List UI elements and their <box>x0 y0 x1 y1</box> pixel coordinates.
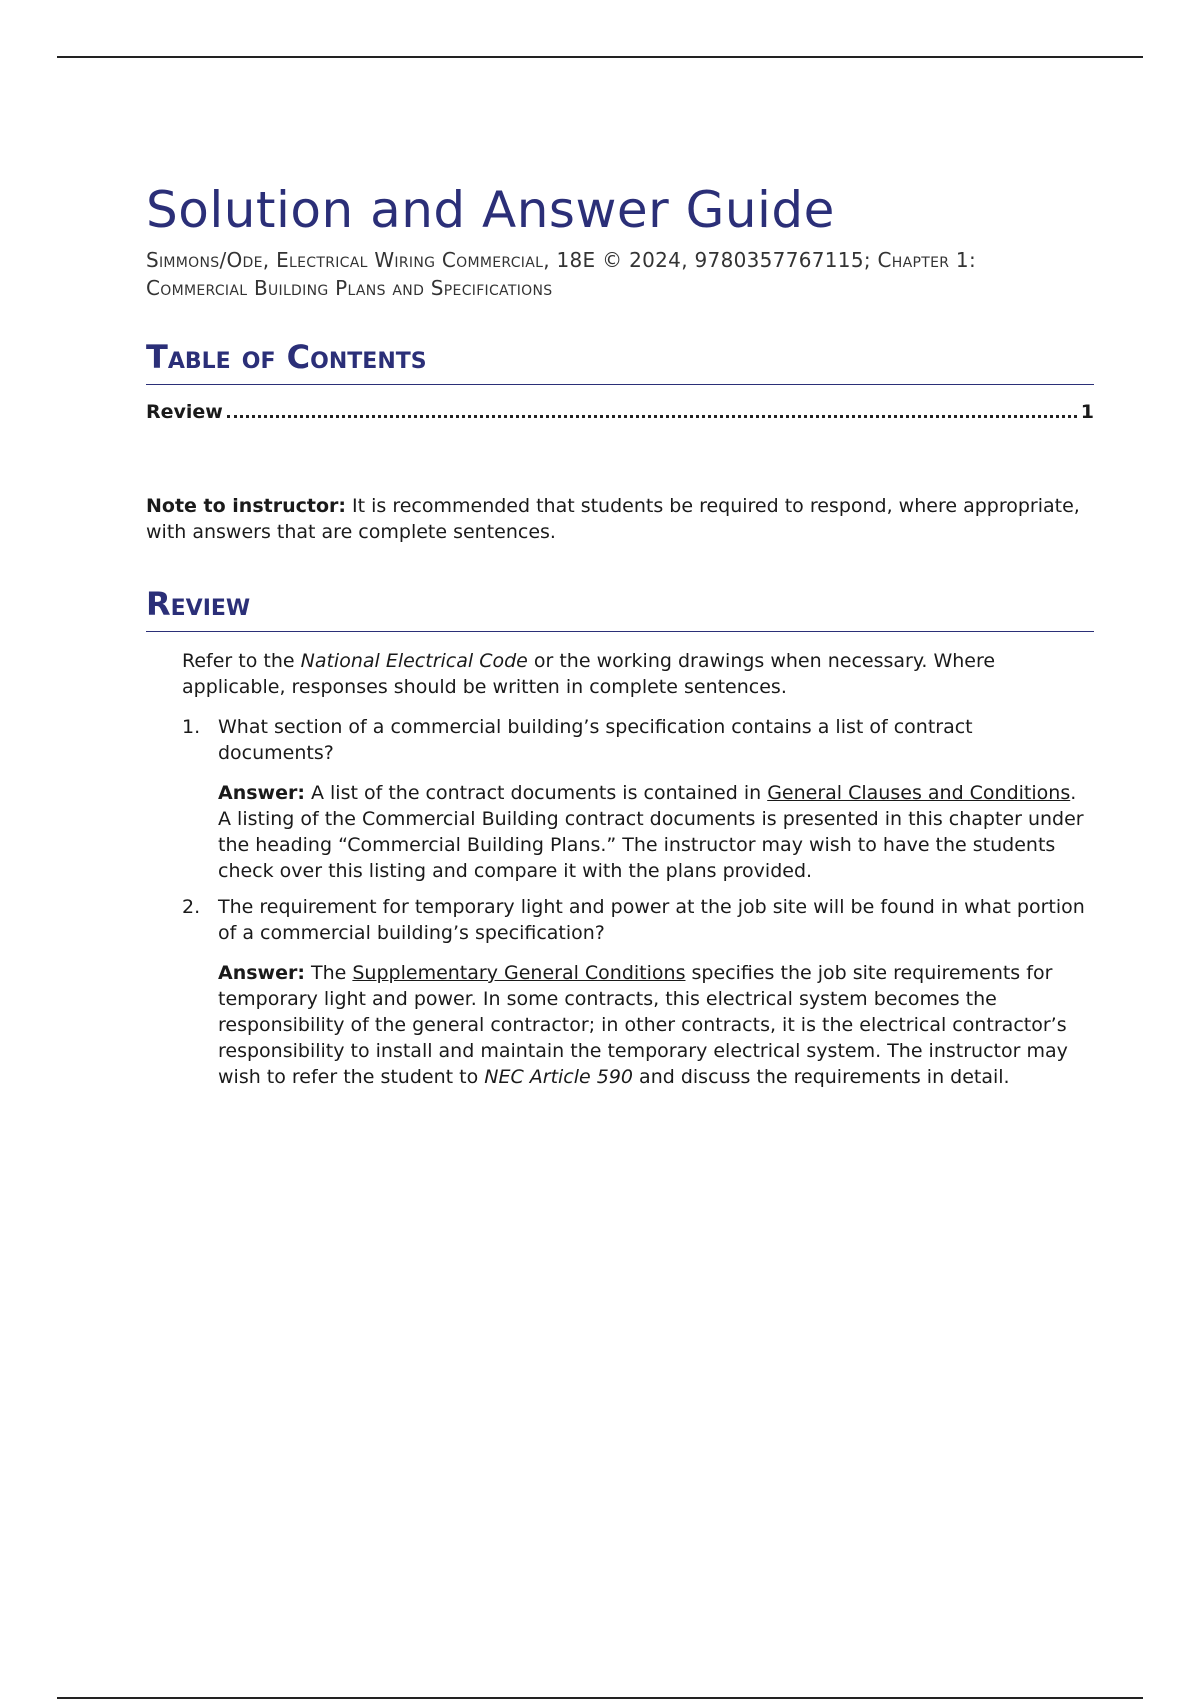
answer-label: Answer: <box>218 782 305 804</box>
question-number: 2. <box>182 896 201 918</box>
document-title: Solution and Answer Guide <box>146 181 835 239</box>
answer-underlined-term: General Clauses and Conditions <box>767 782 1071 804</box>
answer-part: and discuss the requirements in detail. <box>633 1066 1010 1088</box>
question-number: 1. <box>182 716 201 738</box>
answer-part: A list of the contract documents is contained in <box>304 782 768 804</box>
question-text: What section of a commercial building’s specification contains a list of contract documents? <box>218 716 973 764</box>
intro-nec-title: National Electrical Code <box>300 650 528 672</box>
answer-label: Answer: <box>218 962 305 984</box>
top-rule <box>57 56 1143 58</box>
answer-part: specifies the job site requirements for temporary light and power. In some contracts, this electrical system becomes the responsibility of the general contractor; in other contracts, it is the electrical contractor’s responsibility to install and maintain the temporary electrical system. The instructor may wish to refer the student to <box>218 962 1068 1088</box>
document-subtitle <box>146 246 1094 302</box>
question-item <box>182 894 1094 1090</box>
intro-text-b: or the working drawings when necessary. Where applicable, responses should be written in complete sentences. <box>182 650 996 698</box>
toc-entry-page: 1 <box>1080 401 1094 423</box>
toc-heading: Table of Contents <box>146 338 1094 385</box>
note-text: It is recommended that students be required to respond, where appropriate, with answers that are complete sentences. <box>146 495 1080 543</box>
question-item <box>182 714 1094 884</box>
toc-entry-review[interactable] <box>146 401 1094 423</box>
subtitle-line-2: Commercial Building Plans and Specifications <box>146 276 553 300</box>
subtitle-line-1: Simmons/Ode, Electrical Wiring Commercial, 18E © 2024, 9780357767115; Chapter 1: <box>146 248 976 272</box>
answer-part: . A listing of the Commercial Building contract documents is presented in this chapter under the heading “Commercial Building Plans.” The instructor may wish to have the students check over this listing and compare it with the plans provided. <box>218 782 1084 882</box>
instructor-note <box>146 493 1094 545</box>
answer-italic-ref: NEC Article 590 <box>484 1066 634 1088</box>
review-heading: Review <box>146 585 1094 632</box>
question-list <box>182 714 1094 1090</box>
question-text: The requirement for temporary light and power at the job site will be found in what portion of a commercial building’s specification? <box>218 896 1085 944</box>
answer-underlined-term: Supplementary General Conditions <box>352 962 686 984</box>
document-body <box>146 180 1094 1100</box>
toc-entry-label: Review <box>146 401 223 423</box>
toc-leader-dots <box>227 414 1077 418</box>
answer-text <box>218 960 1094 1090</box>
intro-text-a: Refer to the <box>182 650 301 672</box>
bottom-rule <box>57 1697 1143 1699</box>
answer-part: The <box>304 962 353 984</box>
answer-text <box>218 780 1094 884</box>
note-label: Note to instructor: <box>146 495 346 517</box>
review-intro <box>182 648 1094 700</box>
